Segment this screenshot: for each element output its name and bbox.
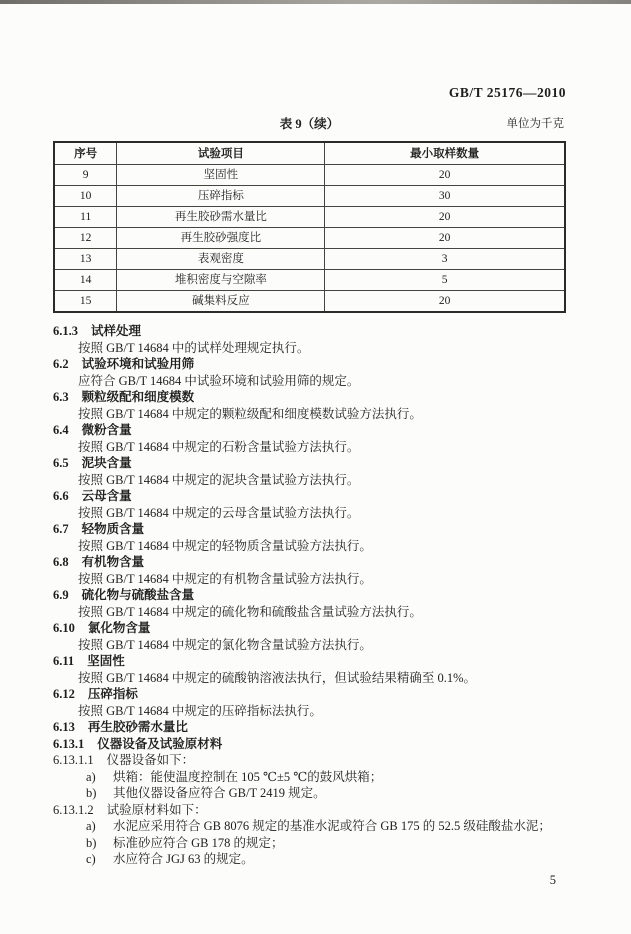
section-6-5 xyxy=(53,455,566,488)
section-heading: 6.8 有机物含量 xyxy=(53,555,145,569)
section-heading: 6.9 硫化物与硫酸盐含量 xyxy=(53,588,195,602)
cell-qty: 3 xyxy=(325,249,565,270)
section-6-7 xyxy=(53,521,566,554)
cell-item: 表观密度 xyxy=(117,249,325,270)
table-caption-row xyxy=(53,114,566,132)
cell-item: 堆积密度与空隙率 xyxy=(117,270,325,291)
section-6-8 xyxy=(53,554,566,587)
section-6-13-1-2 xyxy=(53,802,566,868)
section-heading: 6.1.3 试样处理 xyxy=(53,324,142,338)
table-row xyxy=(54,165,565,186)
section-paragraph: 按照 GB/T 14684 中的试样处理规定执行。 xyxy=(78,340,310,355)
cell-item: 压碎指标 xyxy=(117,186,325,207)
cell-qty: 20 xyxy=(325,228,565,249)
sampling-quantity-table xyxy=(53,141,566,313)
section-paragraph: 按照 GB/T 14684 中规定的轻物质含量试验方法执行。 xyxy=(78,538,372,553)
table-row xyxy=(54,270,565,291)
cell-item: 再生胶砂需水量比 xyxy=(117,207,325,228)
table-row xyxy=(54,186,565,207)
section-heading: 6.3 颗粒级配和细度模数 xyxy=(53,390,195,404)
cell-qty: 20 xyxy=(325,207,565,228)
table-title: 表 9（续） xyxy=(279,117,340,131)
cell-qty: 30 xyxy=(325,186,565,207)
section-paragraph: 按照 GB/T 14684 中规定的云母含量试验方法执行。 xyxy=(78,505,360,520)
list-item: b) 其他仪器设备应符合 GB/T 2419 规定。 xyxy=(86,786,326,800)
section-6-12 xyxy=(53,686,566,719)
section-paragraph: 按照 GB/T 14684 中规定的石粉含量试验方法执行。 xyxy=(78,439,360,454)
table-header-row xyxy=(54,142,565,165)
cell-seq: 15 xyxy=(54,291,117,313)
section-heading: 6.6 云母含量 xyxy=(53,489,132,503)
section-heading: 6.10 氯化物含量 xyxy=(53,621,151,635)
unit-note: 单位为千克 xyxy=(506,118,564,130)
doc-code: GB/T 25176—2010 xyxy=(448,85,566,100)
section-6-1-3 xyxy=(53,323,566,356)
section-paragraph: 按照 GB/T 14684 中规定的氯化物含量试验方法执行。 xyxy=(78,637,372,652)
section-heading: 6.13.1 仪器设备及试验原材料 xyxy=(53,736,223,751)
cell-seq: 12 xyxy=(54,228,117,249)
cell-seq: 13 xyxy=(54,249,117,270)
section-heading: 6.13 再生胶砂需水量比 xyxy=(53,720,188,734)
cell-seq: 10 xyxy=(54,186,117,207)
section-heading: 6.4 微粉含量 xyxy=(53,423,132,437)
section-heading: 6.13.1.1 仪器设备如下： xyxy=(53,753,195,767)
section-heading: 6.5 泥块含量 xyxy=(53,456,132,470)
cell-qty: 5 xyxy=(325,270,565,291)
section-heading: 6.12 压碎指标 xyxy=(53,687,138,701)
section-paragraph: 按照 GB/T 14684 中规定的硫酸钠溶液法执行，但试验结果精确至 0.1%。 xyxy=(78,670,477,685)
section-heading: 6.13.1.2 试验原材料如下： xyxy=(53,802,207,817)
cell-qty: 20 xyxy=(325,291,565,313)
page-content xyxy=(53,0,566,888)
cell-seq: 9 xyxy=(54,165,117,186)
list-item: a) 烘箱：能使温度控制在 105 ℃±5 ℃的鼓风烘箱； xyxy=(86,769,383,784)
section-paragraph: 应符合 GB/T 14684 中试验环境和试验用筛的规定。 xyxy=(78,373,360,388)
list-item: b) 标准砂应符合 GB 178 的规定； xyxy=(86,835,284,850)
clause-sections xyxy=(53,323,566,868)
section-heading: 6.2 试验环境和试验用筛 xyxy=(53,357,195,371)
section-paragraph: 按照 GB/T 14684 中规定的颗粒级配和细度模数试验方法执行。 xyxy=(78,406,422,421)
col-header-min-quantity: 最小取样数量 xyxy=(325,142,565,165)
cell-seq: 11 xyxy=(54,207,117,228)
section-paragraph: 按照 GB/T 14684 中规定的泥块含量试验方法执行。 xyxy=(78,472,360,487)
table-row xyxy=(54,228,565,249)
section-6-2 xyxy=(53,356,566,389)
page-number: 5 xyxy=(549,872,556,887)
section-6-3 xyxy=(53,389,566,422)
section-heading: 6.11 坚固性 xyxy=(53,654,125,668)
cell-item: 再生胶砂强度比 xyxy=(117,228,325,249)
list-item: c) 水应符合 JGJ 63 的规定。 xyxy=(86,852,254,866)
section-6-4 xyxy=(53,422,566,455)
section-6-6 xyxy=(53,488,566,521)
section-6-9 xyxy=(53,587,566,620)
section-heading: 6.7 轻物质含量 xyxy=(53,522,145,536)
section-6-13-1-1 xyxy=(53,752,566,802)
col-header-test-item: 试验项目 xyxy=(117,142,325,165)
col-header-seq: 序号 xyxy=(54,142,117,165)
cell-qty: 20 xyxy=(325,165,565,186)
section-paragraph: 按照 GB/T 14684 中规定的有机物含量试验方法执行。 xyxy=(78,571,372,586)
section-6-11 xyxy=(53,653,566,686)
section-6-13-1 xyxy=(53,736,566,753)
cell-seq: 14 xyxy=(54,270,117,291)
table-row xyxy=(54,249,565,270)
table-row xyxy=(54,291,565,313)
section-paragraph: 按照 GB/T 14684 中规定的压碎指标法执行。 xyxy=(78,703,322,718)
cell-item: 碱集料反应 xyxy=(117,291,325,313)
section-paragraph: 按照 GB/T 14684 中规定的硫化物和硫酸盐含量试验方法执行。 xyxy=(78,604,422,619)
table-row xyxy=(54,207,565,228)
cell-item: 坚固性 xyxy=(117,165,325,186)
section-6-10 xyxy=(53,620,566,653)
section-6-13 xyxy=(53,719,566,736)
list-item: a) 水泥应采用符合 GB 8076 规定的基准水泥或符合 GB 175 的 52.5 级硅酸盐水泥； xyxy=(86,819,551,833)
